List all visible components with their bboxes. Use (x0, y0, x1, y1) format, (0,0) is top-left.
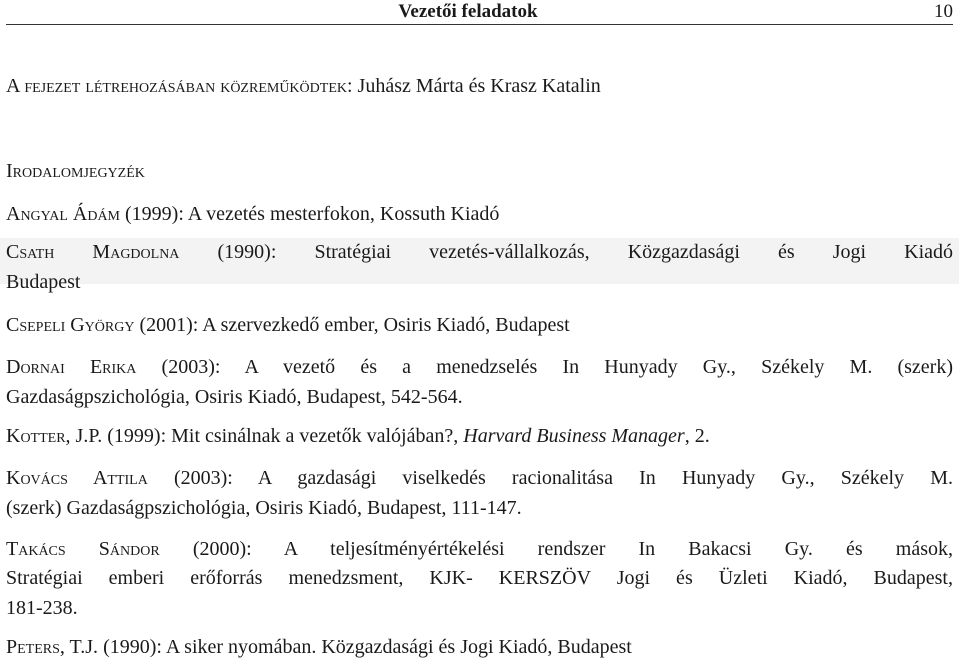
bib-author: Angyal Ádám (6, 203, 120, 225)
bib-author: Kotter, J.P. (6, 425, 103, 447)
bib-author: Peters, T.J. (6, 636, 99, 658)
bib-entry-dornai (6, 355, 953, 379)
bib-entry-kovacs-cont: (szerk) Gazdaságpszichológia, Osiris Kiadó, Budapest, 111-147. (6, 497, 522, 519)
bib-entry-takacs (6, 537, 953, 561)
header-title: Vezetői feladatok (398, 1, 538, 22)
bib-entry-angyal (6, 202, 499, 226)
page-header (6, 0, 953, 25)
page-number: 10 (934, 1, 953, 22)
bib-details: (1999): Mit csinálnak a vezetők valójában?, (102, 425, 464, 447)
bib-details-tail: , 2. (684, 425, 710, 447)
bib-details: (1990): Stratégiai vezetés-vállalkozás, Közgazdasági és Jogi Kiadó (179, 241, 953, 263)
bib-entry-kovacs (6, 466, 953, 490)
bib-details: (2003): A vezető és a menedzselés In Hunyady Gy., Székely M. (szerk) (136, 356, 954, 378)
bib-author: Kovács Attila (6, 467, 148, 489)
bib-entry-peters (6, 635, 632, 659)
bib-details: (2003): A gazdasági viselkedés racionalitása In Hunyady Gy., Székely M. (147, 467, 953, 489)
bib-entry-dornai-cont: Gazdaságpszichológia, Osiris Kiadó, Budapest, 542-564. (6, 386, 463, 408)
bib-entry-csath-cont: Budapest (6, 271, 81, 293)
bib-author: Dornai Erika (6, 356, 137, 378)
bib-author: Csepeli György (6, 314, 135, 336)
bib-details: (1990): A siker nyomában. Közgazdasági és Jogi Kiadó, Budapest (98, 636, 632, 658)
contributors-label: A fejezet létrehozásában közreműködtek: (6, 75, 353, 97)
bib-author: Takács Sándor (6, 538, 160, 560)
contributors-line (6, 74, 601, 98)
bib-author: Csath Magdolna (6, 241, 180, 263)
bib-entry-csepeli (6, 313, 570, 337)
contributors-names: Juhász Márta és Krasz Katalin (357, 75, 601, 97)
bib-details: (1999): A vezetés mesterfokon, Kossuth Kiadó (120, 203, 500, 225)
bib-details: (2000): A teljesítményértékelési rendszer In Bakacsi Gy. és mások, (159, 538, 954, 560)
bib-details: (2001): A szervezkedő ember, Osiris Kiadó, Budapest (134, 314, 570, 336)
bib-entry-csath (6, 240, 953, 264)
bib-entry-takacs-cont: Stratégiai emberi erőforrás menedzsment, KJK- KERSZÖV Jogi és Üzleti Kiadó, Budapest, (6, 567, 953, 589)
bib-entry-kotter (6, 424, 710, 448)
bibliography-heading: Irodalomjegyzék (6, 160, 145, 182)
bib-entry-takacs-cont2: 181-238. (6, 597, 78, 619)
bib-journal: Harvard Business Manager (463, 425, 685, 447)
